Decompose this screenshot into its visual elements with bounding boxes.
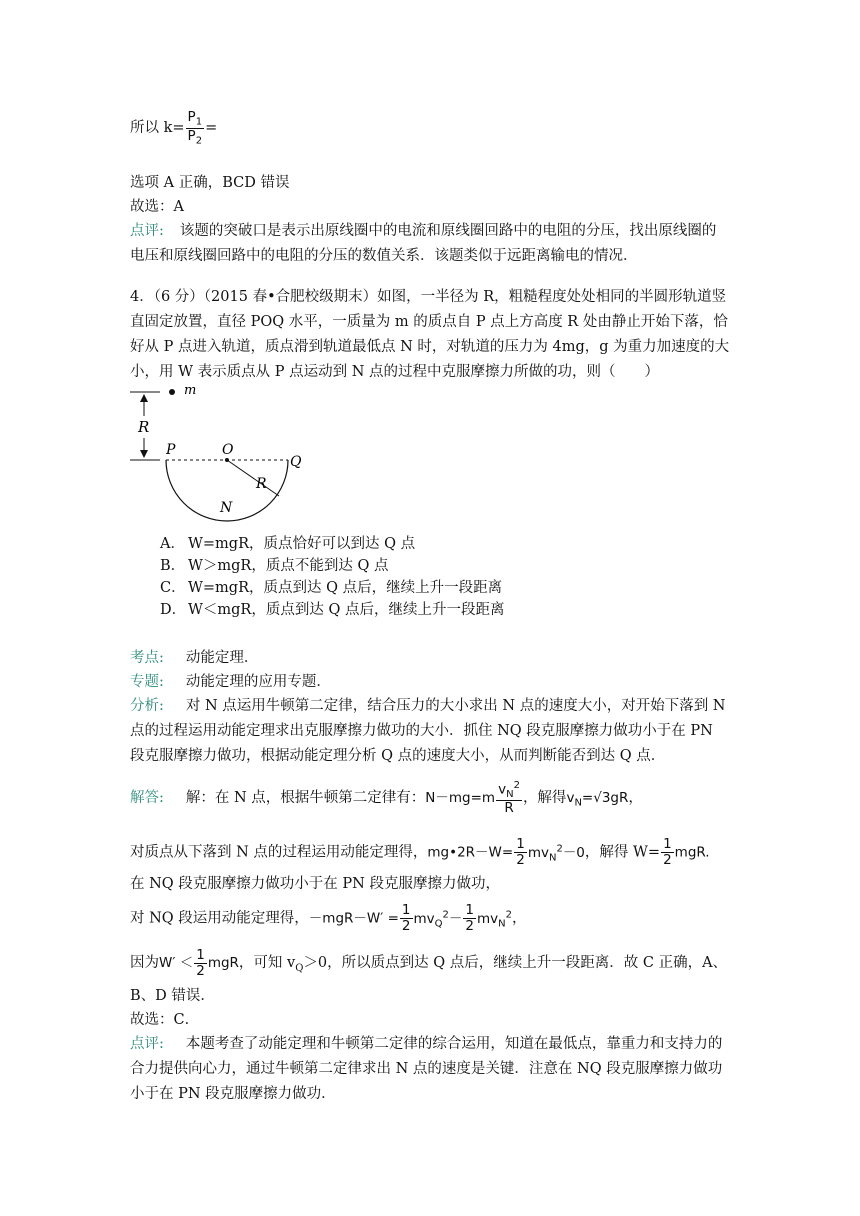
- fenxi-block: 分析: 对 N 点运用牛顿第二定律，结合压力的大小求出 N 点的速度大小，对开始下落到 N 点的过程运用动能定理求出克服摩擦力做功的大小．抓住 NQ 段克服摩擦力做功小于在 PN 段克服摩擦力做功，根据动能定理分析 Q 点的速度大小，从而判断能否到达 Q 点．: [130, 698, 726, 764]
- final-answer: 故选：C．: [130, 1012, 200, 1028]
- label-P: P: [166, 442, 176, 458]
- label-Q: Q: [290, 454, 302, 470]
- option-a: A． W=mgR，质点恰好可以到达 Q 点: [160, 536, 416, 552]
- comment-label: 点评:: [130, 223, 164, 239]
- solution-line-6: B、D 错误．: [130, 988, 215, 1004]
- solution-line-5: 因为W′ ＜ $\frac{1}{2}$ mgR，可知 $v_Q>0$，所以质点到达 Q 点后，继续上升一段距离．故 C 正确，A、: [130, 946, 728, 979]
- p1-over-p2-fraction: $\frac{P_1}{P_2}$: [187, 109, 203, 147]
- solution-line-1: 解答: 解：在 N 点，根据牛顿第二定律有：N－mg=m $\frac{v_N^2}{R}$ ，解得$v_N=√3gR$，: [130, 780, 643, 817]
- semicircle-track-figure: [126, 378, 326, 526]
- solution-line-3: 在 NQ 段克服摩擦力做功小于在 PN 段克服摩擦力做功，: [130, 876, 500, 892]
- question-4-stem: 4．（6 分）（2015 春•合肥校级期末）如图，一半径为 R，粗糙程度处处相同的半圆形轨道竖直固定放置，直径 POQ 水平，一质量为 m 的质点自 P 点上方高度 R 处由静止开始下落，恰好从 P 点进入轨道，质点滑到轨道最低点 N 时，对轨道的压力为 4mg，g 为重力加速度的大小，用 W 表示质点从 P 点运动到 N 点的过程中克服摩擦力所做的功，则（ ）: [130, 289, 730, 380]
- label-m: m: [184, 383, 197, 398]
- radius-line: [227, 460, 279, 496]
- label-R-height: R: [138, 418, 150, 436]
- prev-option-line: 选项 A 正确，BCD 错误: [130, 175, 290, 191]
- solution-line-2: 对质点从下落到 N 点的过程运用动能定理得，mg•2R－W= $\frac{1}{2}$ $mv_N^2-0$，解得 W= $\frac{1}{2}$ mgR.: [130, 836, 710, 868]
- dianping-block: 点评: 本题考查了动能定理和牛顿第二定律的综合运用，知道在最低点，靠重力和支持力的合力提供向心力，通过牛顿第二定律求出 N 点的速度是关键．注意在 NQ 段克服摩擦力做功小于在 PN 段克服摩擦力做功．: [130, 1036, 723, 1102]
- label-O: O: [222, 442, 234, 458]
- mass-point: [169, 389, 175, 395]
- prev-comment: 点评: 该题的突破口是表示出原线圈中的电流和原线圈回路中的电阻的分压，找出原线圈的电压和原线圈回路中的电阻的分压的数值关系．该题类似于远距离输电的情况．: [130, 223, 717, 264]
- solution-line-4: 对 NQ 段运用动能定理得，－mgR－W′ = $\frac{1}{2}$ $mv_Q^2-$ $\frac{1}{2}$ $mv_N^2$，: [130, 902, 527, 934]
- option-b: B． W＞mgR，质点不能到达 Q 点: [160, 558, 389, 574]
- option-c: C． W=mgR，质点到达 Q 点后，继续上升一段距离: [160, 580, 503, 596]
- kaodian-line: 考点: 动能定理．: [130, 650, 259, 666]
- option-d: D． W＜mgR，质点到达 Q 点后，继续上升一段距离: [160, 602, 505, 618]
- label-R-radius: R: [256, 476, 267, 492]
- prev-answer-line: 故选：A: [130, 199, 184, 215]
- k-formula-line: 所以 k= $\frac{P_1}{P_2}$ =: [130, 109, 218, 147]
- label-N: N: [220, 500, 233, 516]
- zhuanti-line: 专题: 动能定理的应用专题．: [130, 674, 331, 690]
